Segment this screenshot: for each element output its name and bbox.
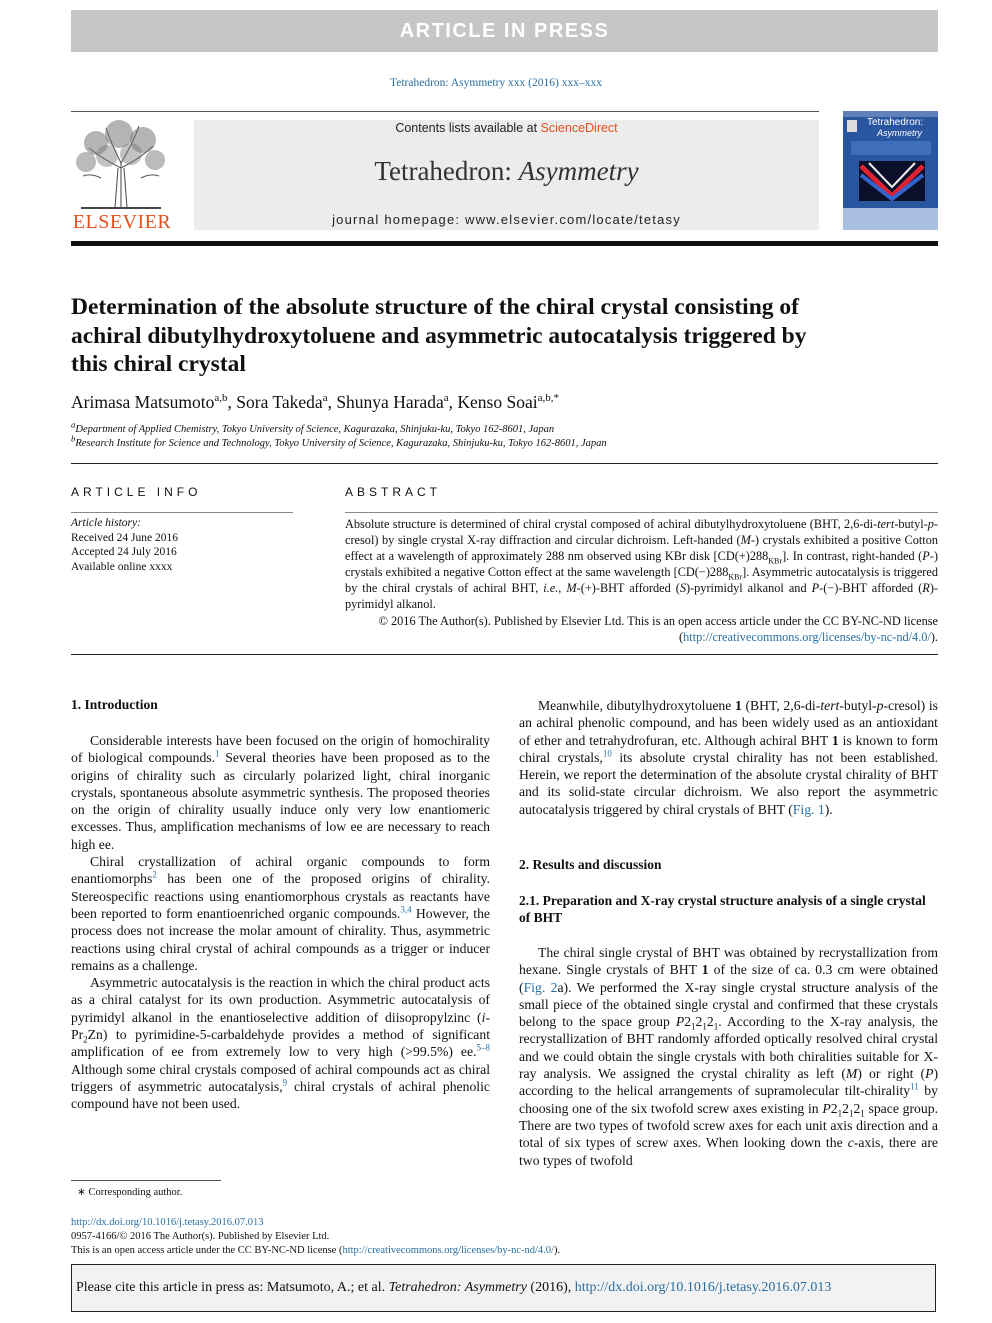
license-end: ). <box>553 1245 561 1256</box>
cover-title-2: Asymmetry <box>877 128 922 138</box>
intro-column <box>71 732 490 1113</box>
affiliation-mark: a <box>71 419 76 430</box>
corresponding-author-footnote <box>77 1186 182 1198</box>
results-paragraph-1: The chiral single crystal of BHT was obtained by recrystallization from hexane. Single crystals of BHT 1 of the size of ca. 0.3 cm were obtained (Fig. 2a). We performed the X-ray single crystal structure analysis of the small piece of the obtained single crystal and confirmed that these crystals belong to the space group $P2_12_12_1$. According to the X-ray analysis, the recrystallization of BHT randomly afforded optically resolved chiral crystal and we could obtain the single crystals with both chiralities suitable for X-ray analysis. We assigned the crystal chirality as left (M) or right (P) according to the helical arrangements of supramolecular tilt-chirality$^{11}$ by choosing one of the six twofold screw axes existing in $P2_12_12_1$ space group. There are two types of twofold screw axes for each unit axis direction and a total of six types of screw axes. When looking down the c-axis, there are two types of twofold <box>519 945 939 1168</box>
author-affil-mark[interactable]: a,b <box>214 392 228 405</box>
intro-paragraph-3: Asymmetric autocatalysis is the reaction in which the chiral product acts as a chiral catalyst for its own production. Asymmetric autocatalysis of pyrimidyl alkanol in the enantioselective addition of diisopropylzinc $(i-Pr_2Zn)$ to pyrimidine-5-carbaldehyde provides a method of significant amplification of ee from extremely low to very high (>99.5%) ee.$^{5-8}$ Although some chiral crystals composed of achiral compounds act as chiral triggers of asymmetric autocatalysis,$^9$ chiral crystals of achiral phenolic compound have not been used. <box>71 975 490 1112</box>
affiliation-text: Department of Applied Chemistry, Tokyo University of Science, Kagurazaka, Shinjuku-ku, Tokyo 162-8601, Japan <box>75 424 555 435</box>
author-affil-mark[interactable]: a <box>322 392 328 405</box>
doi-link[interactable]: http://dx.doi.org/10.1016/j.tetasy.2016.07.013 <box>71 1217 264 1228</box>
sciencedirect-link[interactable]: ScienceDirect <box>540 121 618 135</box>
copyright-end: ). <box>930 629 938 644</box>
abstract-body: Absolute structure is determined of chiral crystal composed of achiral dibutylhydroxytoluene (BHT, 2,6-di-tert-butyl-p-cresol) by single crystal X-ray diffraction and circular dichroism. Left-handed (M-) crystals exhibited a positive Cotton effect at a wavelength of approximately 288 nm observed using KBr disk $[CD(+)288_{KBr}]$. In contrast, right-handed (P-) crystals exhibited a negative Cotton effect at the same wavelength $[CD(-)288_{KBr}]$. Asymmetric autocatalysis is triggered by the chiral crystals of achiral BHT, i.e., M-(+)-BHT afforded (S)-pyrimidyl alkanol and P-(−)-BHT afforded (R)-pyrimidyl alkanol. © 2016 The Author(s). Published by Elsevier Ltd. This is an open access article under the CC BY-NC-ND license (http://creativecommons.org/licenses/by-nc-nd/4.0/). <box>345 517 939 644</box>
abstract-divider <box>71 654 938 655</box>
author-name[interactable]: Kenso Soai <box>457 392 538 412</box>
article-in-press-banner: ARTICLE IN PRESS <box>71 10 938 52</box>
intro-paragraph-4: Meanwhile, dibutylhydroxytoluene 1 (BHT, 2,6-di-tert-butyl-p-cresol) is an achiral phenolic compound, and has been widely used as an antioxidant of ether and tetrahydrofuran, etc. Although achiral BHT 1 is known to form chiral crystals,$^{10}$ its absolute crystal chirality has not been established. Herein, we report the determination of the absolute crystal chirality of BHT and its solid-state circular dichroism. We also report the asymmetric autocatalysis triggered by chiral crystals of BHT (Fig. 1). <box>519 698 939 817</box>
affiliation-text: Research Institute for Science and Technology, Tokyo University of Science, Kagurazaka, Shinjuku-ku, Tokyo 162-8601, Japan <box>75 438 607 449</box>
affiliation-divider <box>71 463 938 464</box>
publisher-wordmark[interactable]: ELSEVIER <box>72 211 172 233</box>
copyright-text: © 2016 The Author(s). Published by Elsevier Ltd. This is an open access article under the CC BY-NC-ND license ( <box>378 613 938 644</box>
article-history <box>71 516 293 574</box>
journal-title-plain: Tetrahedron: <box>374 156 512 186</box>
cite-journal: Tetrahedron: Asymmetry <box>388 1280 527 1295</box>
author-name[interactable]: Shunya Harada <box>336 392 444 412</box>
asterisk-mark: ∗ <box>77 1187 86 1198</box>
author-name[interactable]: Arimasa Matsumoto <box>71 392 215 412</box>
right-column-intro <box>519 697 938 818</box>
journal-homepage[interactable]: journal homepage: www.elsevier.com/locate/tetasy <box>332 212 681 227</box>
footnote-rule <box>71 1180 221 1181</box>
intro-paragraph-1: Considerable interests have been focused on the origin of homochirality of biological compounds.$^1$ Several theories have been proposed as to the origins of chirality such as circularly polarized light, chiral inorganic crystals, spontaneous absolute asymmetric synthesis. The proposed theories on the origin of chirality usually induce only very low enantiomeric excesses. Thus, amplification mechanisms of low ee are necessary to reach high ee. <box>71 733 491 852</box>
cite-prefix: Please cite this article in press as: Matsumoto, A.; et al. <box>76 1280 386 1295</box>
footer-license-link[interactable]: http://creativecommons.org/licenses/by-nc-nd/4.0/ <box>342 1245 554 1256</box>
journal-title-italic: Asymmetry <box>518 156 639 186</box>
abstract-heading: ABSTRACT <box>345 485 442 499</box>
header-rule <box>71 241 938 246</box>
contents-prefix: Contents lists available at <box>395 121 538 135</box>
journal-reference[interactable]: Tetrahedron: Asymmetry xxx (2016) xxx–xxx <box>390 77 602 89</box>
received-date: Received 24 June 2016 <box>71 531 178 544</box>
author-name[interactable]: Sora Takeda <box>236 392 323 412</box>
results-heading: 2. Results and discussion <box>519 857 662 872</box>
affiliation-mark: b <box>71 433 76 444</box>
subsection-heading: 2.1. Preparation and X-ray crystal structure analysis of a single crystal of BHT <box>519 893 926 925</box>
affiliation-b <box>71 433 931 449</box>
license-link[interactable]: http://creativecommons.org/licenses/by-nc-nd/4.0/ <box>683 629 931 644</box>
author-affil-mark[interactable]: a <box>443 392 449 405</box>
license-line <box>71 1245 560 1256</box>
cover-title-1: Tetrahedron: <box>867 117 924 128</box>
affiliation-a <box>71 419 931 435</box>
intro-paragraph-2: Chiral crystallization of achiral organic compounds to form enantiomorphs$^2$ has been one of the proposed origins of chirality. Stereospecific reactions using enantiomorphous crystals as reactants have been reported to form enantioenriched organic compounds.$^{3,4}$ However, the process does not increase the molar amount of chirality. Thus, asymmetric reactions using chiral crystal of achiral compounds as a trigger or inducer remains as a challenge. <box>71 854 490 973</box>
article-info-heading: ARTICLE INFO <box>71 485 202 499</box>
footnote-text: Corresponding author. <box>88 1187 183 1198</box>
author-list: Arimasa Matsumoto$^{a,b}$, Sora Takeda$^a$, Shunya Harada$^a$, Kenso Soai$^{a,b,*}$ <box>71 392 559 412</box>
issn-line: 0957-4166/© 2016 The Author(s). Published by Elsevier Ltd. <box>71 1231 330 1242</box>
article-title: Determination of the absolute structure of the chiral crystal consisting of achiral dibutylhydroxytoluene and asymmetric autocatalysis triggered by this chiral crystal <box>71 294 807 377</box>
cite-doi-link[interactable]: http://dx.doi.org/10.1016/j.tetasy.2016.07.013 <box>574 1280 832 1295</box>
header-divider <box>71 111 819 112</box>
journal-title[interactable] <box>194 156 819 187</box>
cover-graphic <box>859 161 925 201</box>
license-prefix: This is an open access article under the CC BY-NC-ND license ( <box>71 1245 343 1256</box>
results-column <box>519 944 938 1169</box>
author-affil-mark[interactable]: a,b,* <box>537 392 559 405</box>
abstract-rule <box>345 512 938 513</box>
citation-box <box>71 1264 936 1312</box>
abstract-copyright <box>345 613 938 645</box>
contents-line <box>194 121 819 135</box>
accepted-date: Accepted 24 July 2016 <box>71 546 177 558</box>
journal-cover-thumbnail[interactable] <box>843 111 938 230</box>
cite-year: (2016), <box>530 1280 572 1295</box>
history-label: Article history: <box>71 517 141 529</box>
intro-heading: 1. Introduction <box>71 697 158 712</box>
article-info-rule <box>71 512 293 513</box>
online-date: Available online xxxx <box>71 560 173 573</box>
